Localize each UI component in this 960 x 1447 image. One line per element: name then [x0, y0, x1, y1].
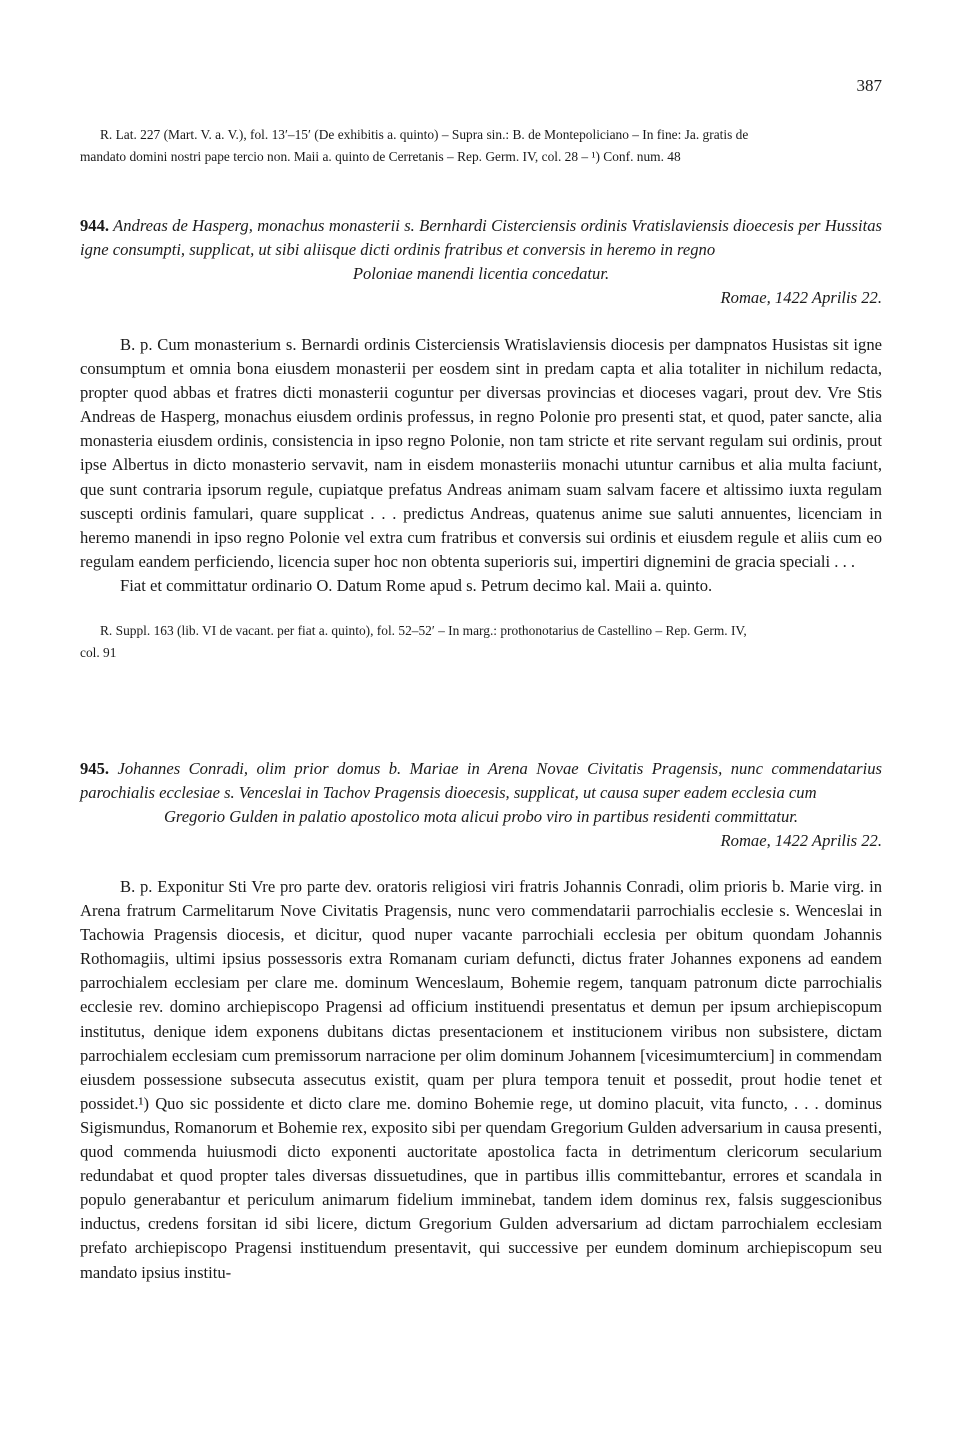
entry-heading [80, 214, 882, 262]
archival-note-top [80, 124, 882, 168]
entry-heading [80, 757, 882, 805]
entry-number: 945. [80, 759, 110, 778]
entry-summary-last: Poloniae manendi licentia concedatur. [352, 264, 610, 283]
entry-body: B. p. Cum monasterium s. Bernardi ordinis Cisterciensis Wratislaviensis diocesis per dampnatos Husistas sit igne consumptum et omnia bona eiusdem monasterii per eosdem sint in predam capta et alia totaliter in nichilum redacta, propter quod abbas et fratres dicti monasterii coguntur per diversas provincias et dioceses vagari, prout dev. Vre Stis Andreas de Hasperg, monachus eiusdem ordinis professus, in regno Polonie pro presenti stat, et quod, pater sancte, alia monasteria eiusdem ordinis, consistencia in ipso regno Polonie, non tam stricte et rite servant regulam sui ordinis, prout ipse Albertus in dicto monasterio servavit, nam in eisdem monasteriis monachi utuntur carnibus et alia multa faciunt, que sunt contraria ipsorum regule, cupiatque prefatus Andreas animam suam salvam facere et altissimo iuxta regulam suscepti ordinis famulari, quare supplicat . . . predictus Andreas, quatenus anime sue saluti annuentes, licenciam in heremo manendi in ipso regno Polonie vel extra cum fratribus et conversis sui ordinis et eiusdem regule et aliis cum eo regulam eandem perficiendo, licencia super hoc non obtenta superioris sui, impertiri dignemini de gracia speciali . . . [80, 335, 882, 571]
entry-summary: Andreas de Hasperg, monachus monasterii s. Bernhardi Cisterciensis ordinis Vratislaviensis dioecesis per Hussitas igne consumpti, supplicat, ut sibi aliisque dicti ordinis fratribus et conversis in heremo in regno [80, 216, 882, 259]
entry-summary: Johannes Conradi, olim prior domus b. Mariae in Arena Novae Civitatis Pragensis, nunc commendatarius parochialis ecclesiae s. Venceslai in Tachov Pragensis dioecesis, supplicat, ut causa super eadem ecclesia cum [80, 759, 882, 802]
entry-number: 944. [80, 216, 110, 235]
note-line: col. 91 [80, 645, 117, 661]
entry-fiat: Fiat et committatur ordinario O. Datum Rome apud s. Petrum decimo kal. Maii a. quinto. [120, 575, 713, 595]
entry-date: Romae, 1422 Aprilis 22. [720, 831, 882, 850]
note-line: R. Suppl. 163 (lib. VI de vacant. per fiat a. quinto), fol. 52–52′ – In marg.: prothonotarius de Castellino – Rep. Germ. IV, [100, 623, 747, 639]
entry-945 [80, 757, 882, 1285]
page-number: 387 [856, 76, 882, 95]
archival-note [80, 620, 882, 664]
entry-944 [80, 214, 882, 664]
entry-date: Romae, 1422 Aprilis 22. [720, 288, 882, 307]
note-line: mandato domini nostri pape tercio non. Maii a. quinto de Cerretanis – Rep. Germ. IV, col. 28 – ¹) Conf. num. 48 [80, 149, 681, 164]
note-line: R. Lat. 227 (Mart. V. a. V.), fol. 13′–15′ (De exhibitis a. quinto) – Supra sin.: B. de Montepoliciano – In fine: Ja. gratis de [100, 127, 749, 142]
entry-summary-last: Gregorio Gulden in palatio apostolico mota alicui probo viro in partibus residenti committatur. [163, 807, 799, 826]
entry-body: B. p. Exponitur Sti Vre pro parte dev. oratoris religiosi viri fratris Johannis Conradi, olim prioris b. Marie virg. in Arena fratrum Carmelitarum Nove Civitatis Pragensis, nunc vero commendatarii parrochialis ecclesie s. Wenceslai in Tachowia Pragensis diocesis, et dicitur, quod nuper vacante parrochiali ecclesia per obitum quondam Johannis Rothomagiis, ultimi ipsius possessoris extra Romanam curiam defuncti, dictus frater Johannes exponens ad eandem parrochialem ecclesiam per clare me. dominum Wenceslaum, Bohemie regem, tanquam patronum dicte parrochialis ecclesie rev. domino archiepiscopo Pragensi ad officium instituendi presentatus et demun per ipsum archiepiscopum institutus, denique idem exponens dubitans dictas presentacionem et institucionem viribus non subsistere, dictam parrochialem ecclesiam cum premissorum narracione per olim dominum Johannem [vicesimumtercium] in commendam eiusdem possessione subsecuta assecutus existit, quam per plura tempora tenuit et possedit, prout hodie tenet et possidet.¹) Quo sic possidente et dicto clare me. domino Bohemie rege, ut domino placuit, vita functo, . . . dominus Sigismundus, Romanorum et Bohemie rex, exposito sibi per quendam Gregorium Gulden adversarium in causa presenti, quod commenda huiusmodi dicto exponenti auctoritate apostolica facta in detrimentum clericorum secularium redundabat et quod propter tales diversas dissuetudines, que in partibus illis committebantur, errores et scandala in populo generabantur et periculum animarum fidelium imminebat, tandem idem dominus rex, falsis suggescionibus inductus, credens forsitan id sibi licere, dictum Gregorium Gulden adversarium ad dictam parrochialem ecclesiam prefato archiepiscopo Pragensi instituendum presentavit, qui successive per eundem dominum archiepiscopum seu mandato ipsius institu- [80, 877, 882, 1282]
